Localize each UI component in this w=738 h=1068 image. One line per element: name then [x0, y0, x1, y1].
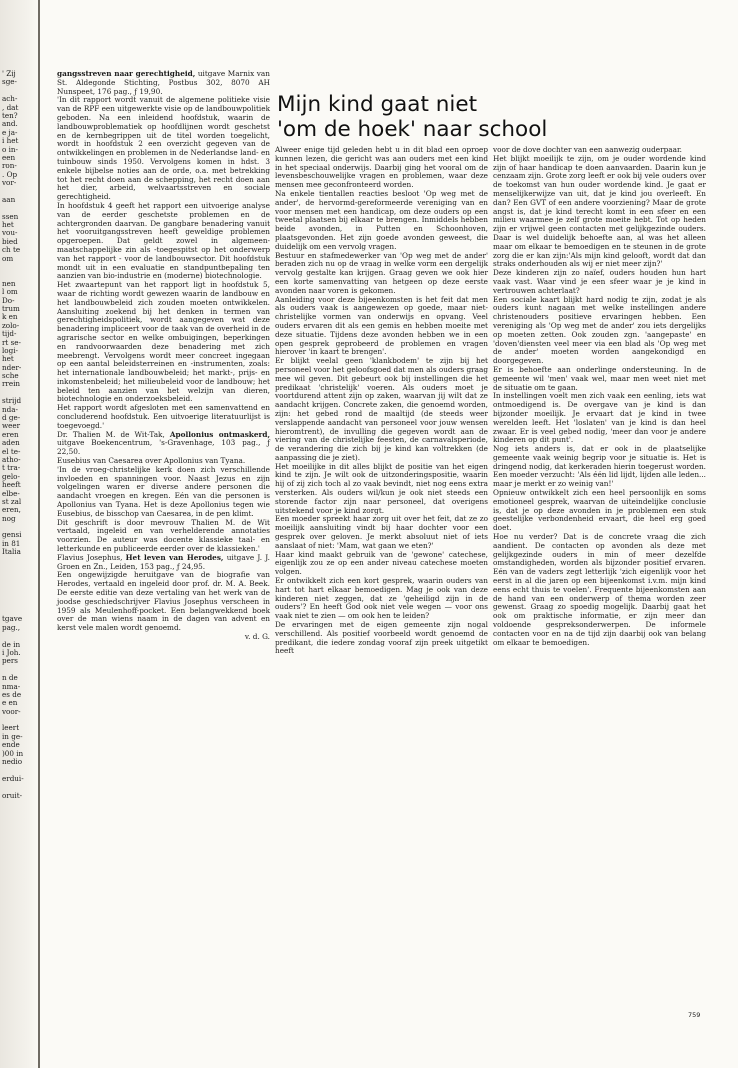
fragment-line	[2, 263, 34, 271]
fragment-line: ach-	[2, 94, 18, 104]
fragment-line: ssen	[2, 211, 19, 221]
review-paragraph: Een ongewijzigde heruitgave van de biografie van Herodes, vertaald en ingeleid door prof. dr. M. A. Beek. De eerste editie van deze vertaling van het werk van de joodse geschiedschrijver Flavius Josephus verscheen in 1959 als Meulenhoff-pocket. Een belangwekkend boek over de man wiens naam in de dagen van advent en kerst vele malen wordt genoemd.	[57, 570, 270, 633]
review-paragraph: Eusebius van Caesarea over Apollonius van Tyana.	[57, 456, 246, 466]
review-paragraph: Het rapport wordt afgesloten met een samenvattend en concluderend hoofdstuk. Een uitvoerige literatuurlijst is toegevoegd.'	[57, 403, 270, 430]
fragment-line	[2, 573, 34, 581]
fragment-line	[2, 582, 34, 590]
fragment-line: d ge-	[2, 413, 21, 423]
fragment-line: ch te	[2, 245, 21, 255]
fragment-line: bied	[2, 236, 18, 246]
fragment-line: ron-	[2, 161, 17, 171]
fragment-line: het	[2, 354, 14, 364]
fragment-line: logi-	[2, 345, 18, 355]
fragment-line: aan	[2, 194, 16, 204]
fragment-line: in ge-	[2, 731, 23, 741]
page-number: 759	[688, 1011, 701, 1019]
fragment-line: Italia	[2, 547, 21, 557]
article-paragraph: voor de dove dochter van een aanwezig ouderpaar.	[493, 145, 682, 154]
book-reviews-column	[57, 70, 270, 642]
fragment-line: een	[2, 152, 16, 162]
article-paragraph: Nog iets anders is, dat er ook in de plaatselijke gemeente vaak weinig begrip voor je situatie is. Het is dringend nodig, dat kerkeraden hierin toegerust worden. Een moeder verzucht: 'Als één lid lijdt, lijden alle leden... maar je merkt er zo weinig van!'	[493, 444, 706, 489]
fragment-line: n de	[2, 673, 18, 683]
article-paragraph: Er ontwikkelt zich een kort gesprek, waarin ouders van hart tot hart elkaar bemoedigen. Mag je ook van deze kinderen niet zeggen, dat ze 'geheiligd zijn in de ouders'? En heeft God ook niet vele wegen — voor ons vaak niet te zien — om ook hen te leiden?	[275, 576, 488, 621]
left-page-fragment	[2, 70, 34, 800]
fragment-line: ende	[2, 740, 20, 750]
fragment-line: gelo-	[2, 471, 20, 481]
fragment-line: vor-	[2, 178, 17, 188]
fragment-line: , dat	[2, 102, 19, 112]
fragment-line: el te-	[2, 446, 21, 456]
review-paragraph: 'In de vroeg-christelijke kerk doen zich verschillende invloeden en spanningen voor. Naast Jezus en zijn volgelingen waren er diverse andere personen die aandacht vroegen en kregen. Eén van die personen is Apollonius van Tyana. Het is deze Apollonius tegen wie Eusebius, de bisschop van Caesarea, in de pen klimt.	[57, 464, 270, 518]
review-paragraph: gangsstreven naar gerechtigheid, uitgave Marnix van St. Aldegonde Stichting, Postbus 302, 8070 AH Nunspeet, 176 pag., ƒ 19,90.	[57, 69, 270, 96]
fragment-line: e ja-	[2, 127, 18, 137]
fragment-line: nder-	[2, 362, 22, 372]
book-entry: Flavius Josephus, Het leven van Herodes, uitgave J. J. Groen en Zn., Leiden, 153 pag., ƒ 24,95.	[57, 552, 270, 571]
fragment-line: pag.,	[2, 622, 21, 632]
fragment-line: het	[2, 220, 14, 230]
book-title: Het leven van Herodes,	[125, 552, 224, 562]
fragment-line: weer	[2, 421, 21, 431]
fragment-line: oruit-	[2, 790, 23, 800]
fragment-line: eren	[2, 429, 19, 439]
fragment-line: o in-	[2, 144, 18, 154]
fragment-line: gensi	[2, 530, 22, 540]
article-column-2	[493, 146, 706, 647]
fragment-line: sche	[2, 371, 19, 381]
fragment-line: zolo-	[2, 320, 20, 330]
page-fold-line	[38, 0, 40, 1068]
fragment-line: in 81	[2, 538, 21, 548]
fragment-line: de in	[2, 639, 21, 649]
review-paragraph: In hoofdstuk 4 geeft het rapport een uitvoerige analyse van de eerder geschetste problemen en de achtergronden daarvan. De gangbare benadering vanuit het vooruitgangsstreven heeft geweldige problemen opgeroepen. Dat geldt zowel in algemeen-maatschappelijke zin als -toegespitst op het onderwerp van het rapport - voor de landbouwsector. Dit hoofdstuk mondt uit in een evaluatie en standpuntbepaling ten aanzien van bio-industrie en (moderne) biotechnologie.	[57, 200, 270, 281]
fragment-line: leert	[2, 723, 20, 733]
article-paragraph: Een sociale kaart blijkt hard nodig te zijn, zodat je als ouders kunt nagaan met welke instellingen andere christenouders positieve ervaringen hebben. Een vereniging als 'Op weg met de ander' zou iets dergelijks op moeten zetten. Ook zouden zgn. 'aangepaste' en 'doven'diensten veel meer via een blad als 'Op weg met de ander' moeten worden aangekondigd en doorgegeven.	[493, 294, 706, 366]
book-title: Apollonius ontmaskerd,	[169, 429, 270, 439]
fragment-line: sge-	[2, 77, 17, 87]
article-paragraph: Haar kind maakt gebruik van de 'gewone' catechese, eigenlijk zou ze op een ander niveau catechese moeten volgen.	[275, 549, 488, 577]
article-paragraph: Bestuur en stafmedewerker van 'Op weg met de ander' beraden zich nu op de vraag in welke vorm een dergelijk vervolg gestalte kan krijgen. Graag geven we ook hier een korte samenvatting van hetgeen op deze eerste avonden naar voren is gekomen.	[275, 250, 488, 295]
fragment-line: heeft	[2, 480, 21, 490]
fragment-line	[2, 557, 34, 565]
fragment-line: . Op	[2, 169, 18, 179]
fragment-line: l om	[2, 287, 18, 297]
book-title: gangsstreven naar gerechtigheid,	[57, 69, 196, 78]
fragment-line: nen	[2, 278, 16, 288]
review-paragraph: Dit geschrift is door mevrouw Thalien M. de Wit vertaald, ingeleid en van verhelderende annotaties voorzien. De auteur was docente klassieke taal- en letterkunde en publiceerde eerder over de klassieken.'	[57, 517, 270, 554]
fragment-line: and.	[2, 119, 18, 129]
article-paragraph: Aanleiding voor deze bijeenkomsten is het feit dat men als ouders vaak is aangewezen op goede, maar niet-christelijke vormen van onderwijs en opvang. Veel ouders ervaren dit als een gemis en hebben moeite met deze situatie. Tijdens deze avonden hebben we in een open gesprek geprobeerd de problemen en vragen hierover 'in kaart te brengen'.	[275, 294, 488, 357]
fragment-line: rt se-	[2, 337, 21, 347]
article-paragraph: Het moeilijke in dit alles blijkt de positie van het eigen kind te zijn. Je wilt ook de uitzonderingspositie, waarin hij of zij zich toch al zo vaak bevindt, niet nog eens extra versterken. Als ouders wil/kun je ook niet steeds een storende factor zijn naar personeel, dat overigens uitstekend voor je kind zorgt.	[275, 461, 488, 515]
book-entry: Dr. Thalien M. de Wit-Tak, Apollonius ontmaskerd, uitgave Boekencentrum, 's-Gravenhage, 103 pag., ƒ 22,50.	[57, 429, 270, 457]
fragment-line: es de	[2, 689, 22, 699]
fragment-line: k en	[2, 312, 18, 322]
fragment-line: i Joh.	[2, 647, 21, 657]
review-paragraph: 'In dit rapport wordt vanuit de algemene politieke visie van de RPF een uitgewerkte visie op de landbouwpolitiek geboden. Na een inleidend hoofdstuk, waarin de landbouwproblematiek op hoofdlijnen wordt geschetst en de kernbegrippen uit de titel worden toegelicht, wordt in hoofdstuk 2 een overzicht gegeven van de ontwikkelingen en problemen in de Nederlandse land- en tuinbouw sinds 1950. Vervolgens komen in hdst. 3 enkele bijbelse noties aan de orde, o.a. met betrekking tot het recht doen aan de schepping, het recht doen aan het dier, arbeid, welvaartsstreven en sociale gerechtigheid.	[57, 95, 270, 202]
review-paragraph: Het zwaartepunt van het rapport ligt in hoofdstuk 5, waar de richting wordt gewezen waarin de landbouw en het landbouwbeleid zich zouden moeten ontwikkelen. Aansluiting zoekend bij het denken in termen van gerechtigheidspolitiek, wordt aangegeven wat deze benadering impliceert voor de taak van de overheid in de agrarische sector en welke ombuigingen, beperkingen en randvoorwaarden deze benadering met zich meebrengt. Vervolgens wordt meer concreet ingegaan op een aantal beleidsterreinen en -instrumenten, zoals: het internationale landbouwbeleid; het markt-, prijs- en inkomstenbeleid; het milieubeleid voor de landbouw; het beleid ten aanzien van het welzijn van dieren, biotechnologie en onderzoeksbeleid.	[57, 280, 270, 404]
article-paragraph: Een moeder spreekt haar zorg uit over het feit, dat ze zo moeilijk aansluiting vindt bij haar dochter voor een gesprek over geloven. Je merkt absoluut niet of iets aanslaat of niet: 'Mam, wat gaan we eten?'	[275, 514, 488, 550]
fragment-line: i het	[2, 136, 19, 146]
fragment-line: nda-	[2, 404, 18, 414]
fragment-line: st zal	[2, 496, 22, 506]
fragment-line: trum	[2, 303, 20, 313]
article-paragraph: Het blijkt moeilijk te zijn, om je ouder wordende kind zijn of haar handicap te doen aanvaarden. Daarin kun je cenzaam zijn. Grote zorg leeft er ook bij vele ouders over de toekomst van hun ouder wordende kind. Je gaat er menselijkerwijze van uit, dat je kind jou overleeft. En dan? Een GVT of een andere voorziening? Maar de grote angst is, dat je kind terecht komt in een sfeer en een milieu waarmee je zelf grote moeite hebt. Tot op heden zijn er vrijwel geen contacten met gelijkgezinde ouders. Daar is wel duidelijk behoefte aan, al was het alleen maar om elkaar te bemoedigen en te steunen in de grote zorg die er kan zijn:'Als mijn kind gelooft, wordt dat dan straks onderhouden als wij er niet meer zijn?'	[493, 153, 706, 269]
fragment-line: nog	[2, 513, 16, 523]
article-paragraph: Na enkele tientallen reacties besloot 'Op weg met de ander', de hervormd-gereformeerde vereniging van en voor mensen met een handicap, om deze ouders op een tweetal plaatsen bij elkaar te brengen. Inmiddels hebben beide avonden, in Putten en Schoonhoven, plaatsgevonden. Het zijn goede avonden geweest, die duidelijk om een vervolg vragen.	[275, 188, 488, 251]
fragment-line: voor-	[2, 706, 21, 716]
fragment-line: ' Zij	[2, 70, 16, 78]
fragment-line: atho-	[2, 454, 21, 464]
article-paragraph: Er blijkt veelal geen 'klankbodem' te zijn bij het personeel voor het geloofsgoed dat men als ouders graag mee wil geven. Dit gebeurt ook bij instellingen die het predikaat 'christelijk' voeren. Als ouders moet je voortdurend attent zijn op zaken, waarvan jij wilt dat ze aandacht krijgen. Concrete zaken, die genoemd worden, zijn: het gebed rond de maaltijd (de steeds weer verslappende aandacht van personeel voor jouw wensen hieromtrent), de invulling die gegeven wordt aan de viering van de christelijke feesten, de carnavalsperiode, de verandering die zich bij je kind kan voltrekken (de aanpassing die je ziet).	[275, 356, 488, 462]
fragment-line: )00 in	[2, 748, 24, 758]
article-paragraph: Er is behoefte aan onderlinge ondersteuning. In de gemeente wil 'men' vaak wel, maar men weet niet met de situatie om te gaan.	[493, 364, 706, 392]
article-paragraph: De ervaringen met de eigen gemeente zijn nogal verschillend. Als positief voorbeeld wordt genoemd de predikant, die iedere zondag vooraf zijn preek uitgetikt heeft	[275, 620, 488, 656]
article-column-1	[275, 146, 488, 656]
fragment-line	[2, 599, 34, 607]
fragment-line: Do-	[2, 295, 15, 305]
article-paragraph: In instellingen voelt men zich vaak een eenling, iets wat ontmoedigend is. De overgave van je kind is dan bijzonder moeilijk. Je ervaart dat je kind in twee werelden leeft. Het 'loslaten' van je kind is dan heel zwaar. Er is veel gebed nodig, 'meer dan voor je andere kinderen op dit punt'.	[493, 391, 706, 445]
fragment-line	[2, 590, 34, 598]
fragment-line: pers	[2, 656, 18, 666]
fragment-line: om	[2, 253, 14, 263]
fragment-line: elbe-	[2, 488, 20, 498]
fragment-line: aden	[2, 438, 20, 448]
fragment-line: tgave	[2, 614, 23, 624]
fragment-line: tijd-	[2, 329, 17, 339]
author-signature: v. d. G.	[244, 632, 270, 641]
article-headline: Mijn kind gaat niet 'om de hoek' naar school	[277, 92, 548, 142]
fragment-line: e en	[2, 698, 18, 708]
fragment-line: ten?	[2, 110, 18, 120]
fragment-line: rrein	[2, 379, 21, 389]
fragment-line	[2, 565, 34, 573]
fragment-line: erdui-	[2, 773, 24, 783]
article-paragraph: Deze kinderen zijn zo naïef, ouders houden hun hart vaak vast. Waar vind je een sfeer waar je je kind in vertrouwen achterlaat?	[493, 268, 706, 295]
fragment-line: strijd	[2, 396, 22, 406]
fragment-line: vou-	[2, 228, 18, 238]
article-paragraph: Opnieuw ontwikkelt zich een heel persoonlijk en soms emotioneel gesprek, waarvan de uiteindelijke conclusie is, dat je op deze avonden in je problemen een stuk geestelijke verbondenheid ervaart, die heel erg goed doet.	[493, 488, 706, 533]
article-paragraph: Hoe nu verder? Dat is de concrete vraag die zich aandient. De contacten op avonden als deze met gelijkgezinde ouders in min of meer dezelfde omstandigheden, worden als bijzonder positief ervaren. Eén van de vaders zegt letterlijk 'zich eigenlijk voor het eerst in al die jaren op een bijeenkomst i.v.m. mijn kind eens echt thuis te voelen'. Frequente bijeenkomsten aan de hand van een onderwerp of thema worden zeer gewenst. Graag zo spoedig mogelijk. Daarbij gaat het ook om praktische informatie, er zijn meer dan voldoende gespreksonderwerpen. De informele contacten voor en na de tijd zijn daarbij ook van belang om elkaar te bemoedigen.	[493, 532, 706, 647]
article-paragraph: Alweer enige tijd geleden hebt u in dit blad een oproep kunnen lezen, die gericht was aan ouders met een kind in het speciaal onderwijs. Daarbij ging het vooral om de levensbeschouwelijke vragen en problemen, waar deze mensen mee geconfronteerd worden.	[275, 145, 488, 190]
fragment-line: nedio	[2, 757, 23, 767]
fragment-line: eren,	[2, 505, 21, 515]
fragment-line: t tra-	[2, 463, 21, 473]
fragment-line: nma-	[2, 681, 21, 691]
